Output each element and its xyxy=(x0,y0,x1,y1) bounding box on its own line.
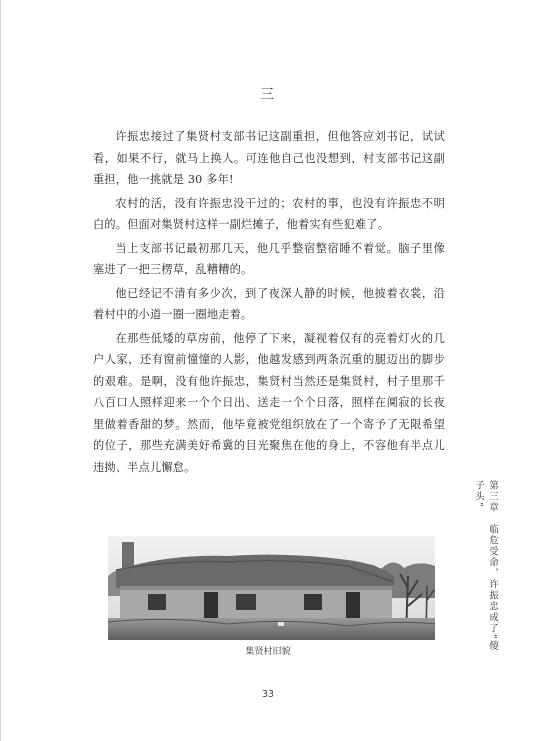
chapter-side-title: 第三章 临危受命，许振忠成了“傻子头” xyxy=(473,480,498,652)
village-photo xyxy=(108,536,435,640)
paragraph-3: 当上支部书记最初那几天，他几乎整宿整宿睡不着觉。脑子里像塞进了一把三楞草，乱糟糟的。 xyxy=(93,241,445,276)
village-photo-image xyxy=(108,536,435,640)
section-heading: 三 xyxy=(260,87,276,103)
paragraph-1: 许振忠接过了集贤村支部书记这副重担，但他答应刘书记，试试看，如果不行，就马上换人。可连他自己也没想到，村支部书记这副重担，他一挑就是 30 多年! xyxy=(93,130,445,186)
body-text xyxy=(93,126,445,480)
paragraph-2: 农村的活，没有许振忠没干过的；农村的事，也没有许振忠不明白的。但面对集贤村这样一副烂摊子，他着实有些犯难了。 xyxy=(93,196,445,231)
paragraph-4: 他已经记不清有多少次，到了夜深人静的时候，他披着衣裳，沿着村中的小道一圈一圈地走着。 xyxy=(93,286,445,321)
photo-caption: 集贤村旧貌 xyxy=(245,647,291,657)
page-number: 33 xyxy=(261,689,275,700)
paragraph-5: 在那些低矮的草房前，他停了下来，凝视着仅有的亮着灯火的几户人家，还有窗前憧憧的人影，他越发感到两条沉重的腿迈出的脚步的艰难。是啊，没有他许振忠，集贤村当然还是集贤村，村子里那千八百口人照样迎来一个个日出、送走一个个日落，照样在阒寂的长夜里做着香甜的梦。然而，他毕竟被党组织放在了一个寄予了无限希望的位子，那些充满美好希冀的目光聚焦在他的身上，不容他有半点儿违拗、半点儿懈怠。 xyxy=(93,331,445,474)
